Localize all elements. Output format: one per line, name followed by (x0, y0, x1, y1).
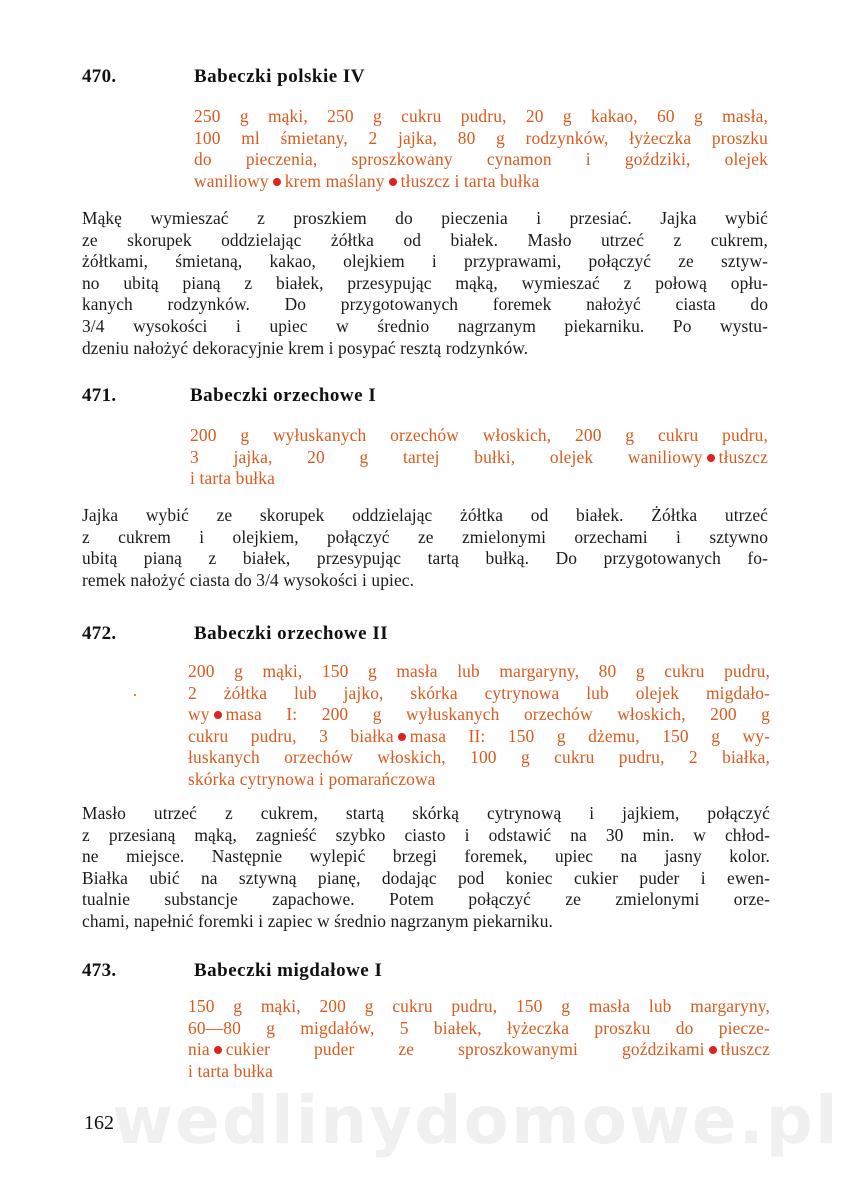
ingredient-segment: cukru pudru, 3 białka (188, 725, 394, 746)
ingredient-segment: wy (188, 704, 210, 724)
ingredient-line: 200 g mąki, 150 g masła lub margaryny, 80 g cukru pudru, (188, 661, 770, 681)
recipe-title: Babeczki orzechowe II (194, 623, 389, 644)
recipe-number: 471. (82, 385, 117, 406)
recipe-title: Babeczki migdałowe I (194, 960, 383, 981)
instruction-line: żółtkami, śmietaną, kakao, olejkiem i przyprawami, połączyć ze sztyw- (82, 251, 768, 272)
ingredient-line (188, 704, 770, 726)
instruction-line: kanych rodzynków. Do przygotowanych foremek nałożyć ciasta do (82, 294, 768, 315)
ingredient-segment: 3 jajka, 20 g tartej bułki, olejek waniliowy (190, 446, 703, 467)
recipe-title: Babeczki orzechowe I (190, 385, 377, 406)
recipe-number: 473. (82, 960, 117, 981)
bullet-icon (214, 711, 222, 719)
ingredient-line (194, 171, 768, 193)
instruction-line: dzeniu nałożyć dekoracyjnie krem i posypać resztą rodzynków. (82, 337, 529, 358)
instructions-text (82, 505, 768, 591)
instruction-line: Masło utrzeć z cukrem, startą skórką cytrynową i jajkiem, połączyć (82, 803, 770, 823)
ingredient-segment: cukier puder ze sproszkowanymi goździkami (225, 1039, 705, 1059)
ingredient-line (190, 447, 768, 469)
bullet-icon (707, 454, 715, 462)
instruction-line: ne miejsce. Następnie wylepić brzegi foremek, upiec na jasny kolor. (82, 846, 770, 867)
instructions-text (82, 208, 768, 359)
ingredient-line: 150 g mąki, 200 g cukru pudru, 150 g masła lub margaryny, (188, 996, 770, 1016)
bullet-icon (214, 1046, 222, 1054)
instructions-text (82, 803, 770, 933)
instruction-line: 3/4 wysokości i upiec w średnio nagrzanym piekarniku. Po wystu- (82, 315, 768, 336)
recipe-number: 470. (82, 66, 117, 87)
ingredient-segment: nia (188, 1039, 210, 1059)
bullet-icon (273, 178, 281, 186)
ingredient-segment: masa II: 150 g dżemu, 150 g wy- (409, 725, 770, 746)
ingredient-line: i tarta bułka (188, 1060, 274, 1081)
instruction-line: Mąkę wymieszać z proszkiem do pieczenia i przesiać. Jajka wybić (82, 208, 768, 228)
ingredient-line (188, 726, 770, 748)
ingredient-line: 250 g mąki, 250 g cukru pudru, 20 g kakao, 60 g masła, (194, 106, 768, 126)
ingredient-line: 2 żółtka lub jajko, skórka cytrynowa lub olejek migdało- (188, 682, 770, 703)
ingredient-line: 60—80 g migdałów, 5 białek, łyżeczka proszku do piecze- (188, 1017, 770, 1038)
ingredient-line: łuskanych orzechów włoskich, 100 g cukru pudru, 2 białka, (188, 747, 770, 767)
instruction-line: chami, napełnić foremki i zapiec w średnio nagrzanym piekarniku. (82, 910, 553, 931)
recipe-number: 472. (82, 623, 117, 644)
ingredient-segment: tłuszcz (718, 446, 768, 467)
print-speck (134, 694, 136, 696)
ingredients-list (188, 996, 770, 1082)
page-number: 162 (84, 1112, 114, 1134)
instruction-line: ze skorupek oddzielając żółtka od białek. Masło utrzeć z cukrem, (82, 229, 768, 250)
ingredient-segment: tłuszcz (720, 1039, 770, 1059)
instruction-line: tualnie substancje zapachowe. Potem połączyć ze zmielonymi orze- (82, 889, 770, 910)
ingredients-list (188, 661, 770, 790)
ingredient-segment: masa I: 200 g wyłuskanych orzechów włoskich, 200 g (225, 704, 770, 724)
ingredient-line: i tarta bułka (190, 468, 276, 488)
instruction-line: ubitą pianą z białek, przesypując tartą bułką. Do przygotowanych fo- (82, 548, 768, 569)
instruction-line: z przesianą mąką, zagnieść szybko ciasto i odstawić na 30 min. w chłod- (82, 824, 770, 845)
recipe-title: Babeczki polskie IV (194, 66, 366, 87)
instruction-line: remek nałożyć ciasta do 3/4 wysokości i upiec. (82, 569, 415, 590)
ingredient-line: do pieczenia, sproszkowany cynamon i goździki, olejek (194, 149, 768, 169)
ingredient-segment: waniliowy (194, 170, 269, 191)
bullet-icon (389, 178, 397, 186)
ingredient-line (188, 1039, 770, 1061)
ingredient-line: 100 ml śmietany, 2 jajka, 80 g rodzynków, łyżeczka proszku (194, 127, 768, 148)
bullet-icon (398, 733, 406, 741)
instruction-line: Jajka wybić ze skorupek oddzielając żółtka od białek. Żółtka utrzeć (82, 505, 768, 525)
bullet-icon (709, 1046, 717, 1054)
ingredient-line: 200 g wyłuskanych orzechów włoskich, 200 g cukru pudru, (190, 425, 768, 445)
ingredient-segment: krem maślany (284, 170, 385, 191)
instruction-line: z cukrem i olejkiem, połączyć ze zmielonymi orzechami i sztywno (82, 526, 768, 547)
ingredient-line: skórka cytrynowa i pomarańczowa (188, 768, 436, 789)
instruction-line: Białka ubić na sztywną pianę, dodając pod koniec cukier puder i ewen- (82, 867, 770, 888)
ingredient-segment: tłuszcz i tarta bułka (400, 170, 540, 191)
instruction-line: no ubitą pianą z białek, przesypując mąką, wymieszać z połową opłu- (82, 272, 768, 293)
watermark: wedlinydomowe.pl (112, 1082, 840, 1159)
ingredients-list (190, 425, 768, 490)
ingredients-list (194, 106, 768, 192)
